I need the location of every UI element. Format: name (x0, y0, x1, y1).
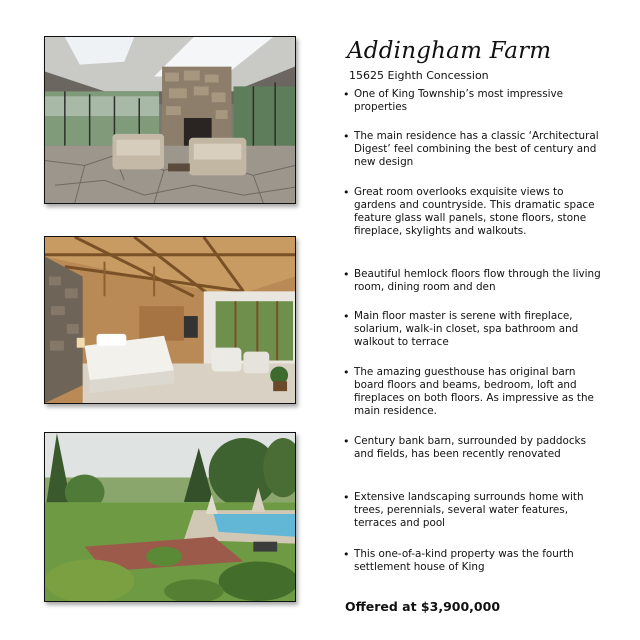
property-title: Addingham Farm (347, 38, 552, 64)
bullet-icon: • (343, 186, 350, 199)
list-item: • Beautiful hemlock floors flow through the living room, dining room and den (343, 268, 601, 293)
bullet-icon: • (343, 366, 350, 379)
master-bedroom-photo (44, 236, 296, 404)
bullet-icon: • (343, 435, 350, 448)
bullet-icon: • (343, 491, 350, 504)
list-item: • Great room overlooks exquisite views to gardens and countryside. This dramatic space feature glass wall panels, stone floors, stone fireplace, skylights and walkouts. (343, 186, 595, 237)
list-item: • Main floor master is serene with fireplace, solarium, walk-in closet, spa bathroom and walkout to terrace (343, 310, 579, 348)
list-item: • One of King Township’s most impressive properties (343, 88, 564, 113)
property-address: 15625 Eighth Concession (349, 69, 489, 82)
bullet-icon: • (343, 88, 350, 101)
bullet-icon: • (343, 548, 350, 561)
bullet-icon: • (343, 310, 350, 323)
list-item: • The main residence has a classic ‘Architectural Digest’ feel combining the best of century and new design (343, 130, 599, 168)
bullet-icon: • (343, 130, 350, 143)
list-item: • Century bank barn, surrounded by paddocks and fields, has been recently renovated (343, 435, 586, 460)
asking-price: Offered at $3,900,000 (345, 599, 501, 614)
great-room-photo (44, 36, 296, 204)
list-item: • The amazing guesthouse has original barn board floors and beams, bedroom, loft and fireplaces on both floors. As impressive as the main residence. (343, 366, 594, 417)
list-item: • This one-of-a-kind property was the fourth settlement house of King (343, 548, 574, 573)
bullet-icon: • (343, 268, 350, 281)
list-item: • Extensive landscaping surrounds home with trees, perennials, several water features, terraces and pool (343, 491, 584, 529)
garden-pool-photo (44, 432, 296, 602)
